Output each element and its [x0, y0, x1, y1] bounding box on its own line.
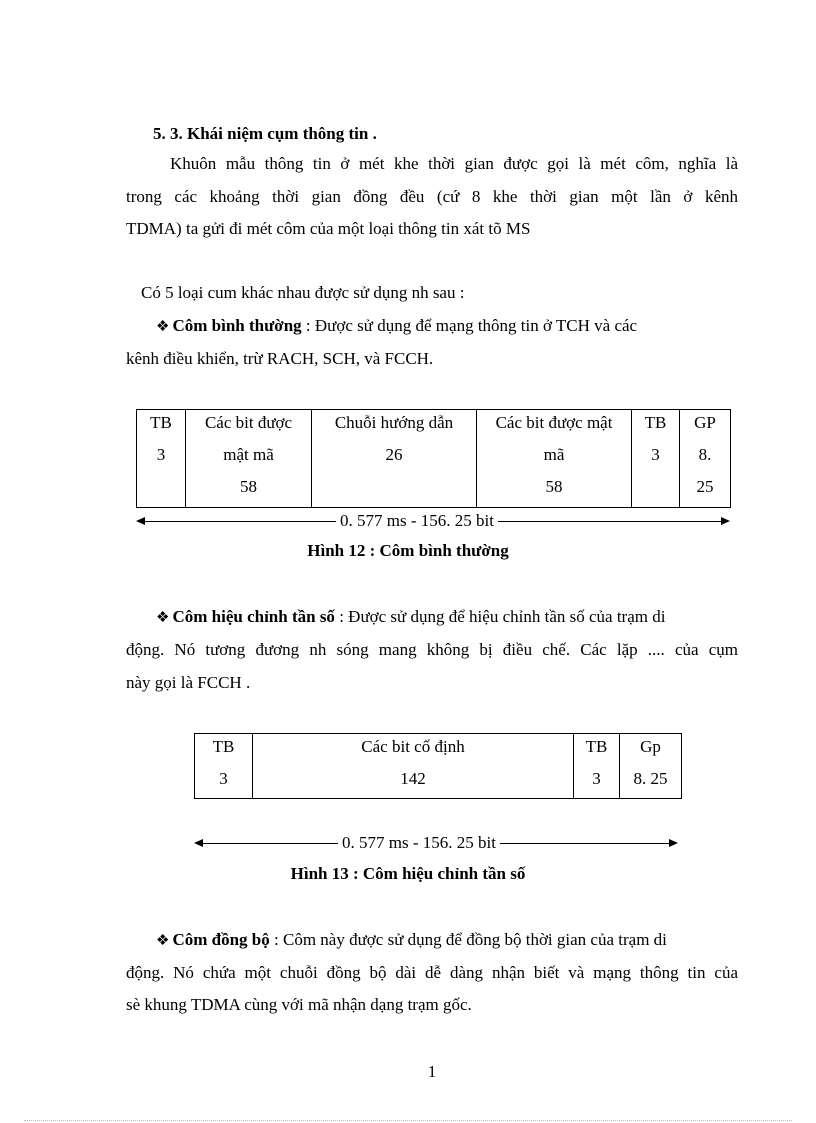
intro-line-1: Khuôn mẫu thông tin ở mét khe thời gian được gọi là mét côm, nghĩa là [170, 154, 738, 173]
normal-burst-term: Côm bình thường [172, 316, 302, 335]
freq-burst-desc: : Được sử dụng để hiệu chỉnh tần số của trạm di [334, 607, 666, 626]
freq-duration-arrow [194, 835, 678, 851]
sync-burst-item [156, 930, 738, 951]
normal-cell-tb-left: TB 3 [137, 410, 186, 508]
freq-burst-item [156, 607, 738, 628]
freq-burst-desc-line-3: này gọi là FCCH . [126, 673, 251, 692]
normal-cell-guard-period: GP 8. 25 [680, 410, 731, 508]
normal-duration-arrow [136, 513, 730, 529]
freq-cell-tb-right: TB 3 [574, 734, 620, 799]
arrow-right-icon [721, 517, 730, 525]
freq-burst-table [194, 733, 682, 799]
figure-12-caption: Hình 12 : Côm bình thường [307, 541, 509, 560]
sync-burst-desc: : Côm này được sử dụng để đồng bộ thời gian của trạm di [269, 930, 667, 949]
freq-cell-fixed-bits: Các bit cố định 142 [253, 734, 574, 799]
footer-divider [24, 1120, 792, 1121]
diamond-bullet-icon: ❖ [156, 610, 170, 626]
arrow-right-icon [669, 839, 678, 847]
normal-burst-item [156, 316, 738, 337]
freq-burst-desc-line-2: động. Nó tương đương nh sóng mang không bị điều chế. Các lặp .... của cụm [126, 640, 738, 659]
normal-cell-training-sequence: Chuỗi hướng dẫn 26 [312, 410, 477, 508]
normal-cell-encrypted-bits-1: Các bit được mật mã 58 [186, 410, 312, 508]
figure-13-caption: Hình 13 : Côm hiệu chỉnh tần số [290, 864, 526, 883]
sync-burst-term: Côm đồng bộ [172, 930, 270, 949]
normal-cell-tb-right: TB 3 [632, 410, 680, 508]
freq-cell-guard-period: Gp 8. 25 [620, 734, 682, 799]
intro-line-3: TDMA) ta gửi đi mét côm của một loại thông tin xát tõ MS [126, 219, 531, 238]
types-intro: Có 5 loại cum khác nhau được sử dụng nh sau : [141, 283, 465, 302]
diamond-bullet-icon: ❖ [156, 319, 170, 335]
freq-burst-term: Côm hiệu chỉnh tần số [172, 607, 335, 626]
freq-duration-label: 0. 577 ms - 156. 25 bit [338, 833, 500, 853]
normal-duration-label: 0. 577 ms - 156. 25 bit [336, 511, 498, 531]
sync-burst-desc-line-3: sè khung TDMA cùng với mã nhận dạng trạm gốc. [126, 995, 472, 1014]
normal-burst-desc: : Được sử dụng để mạng thông tin ở TCH và các [301, 316, 638, 335]
diamond-bullet-icon: ❖ [156, 933, 170, 949]
section-heading: 5. 3. Khái niệm cụm thông tin . [153, 124, 377, 143]
sync-burst-desc-line-2: động. Nó chứa một chuỗi đồng bộ dài dễ dàng nhận biết và mạng thông tin của [126, 963, 738, 982]
page-number: 1 [427, 1062, 437, 1081]
normal-burst-table [136, 409, 731, 508]
intro-line-2: trong các khoảng thời gian đồng đều (cứ 8 khe thời gian một lần ở kênh [126, 187, 738, 206]
freq-cell-tb-left: TB 3 [195, 734, 253, 799]
normal-burst-desc-line-2: kênh điều khiển, trừ RACH, SCH, và FCCH. [126, 349, 434, 368]
normal-cell-encrypted-bits-2: Các bit được mật mã 58 [477, 410, 632, 508]
